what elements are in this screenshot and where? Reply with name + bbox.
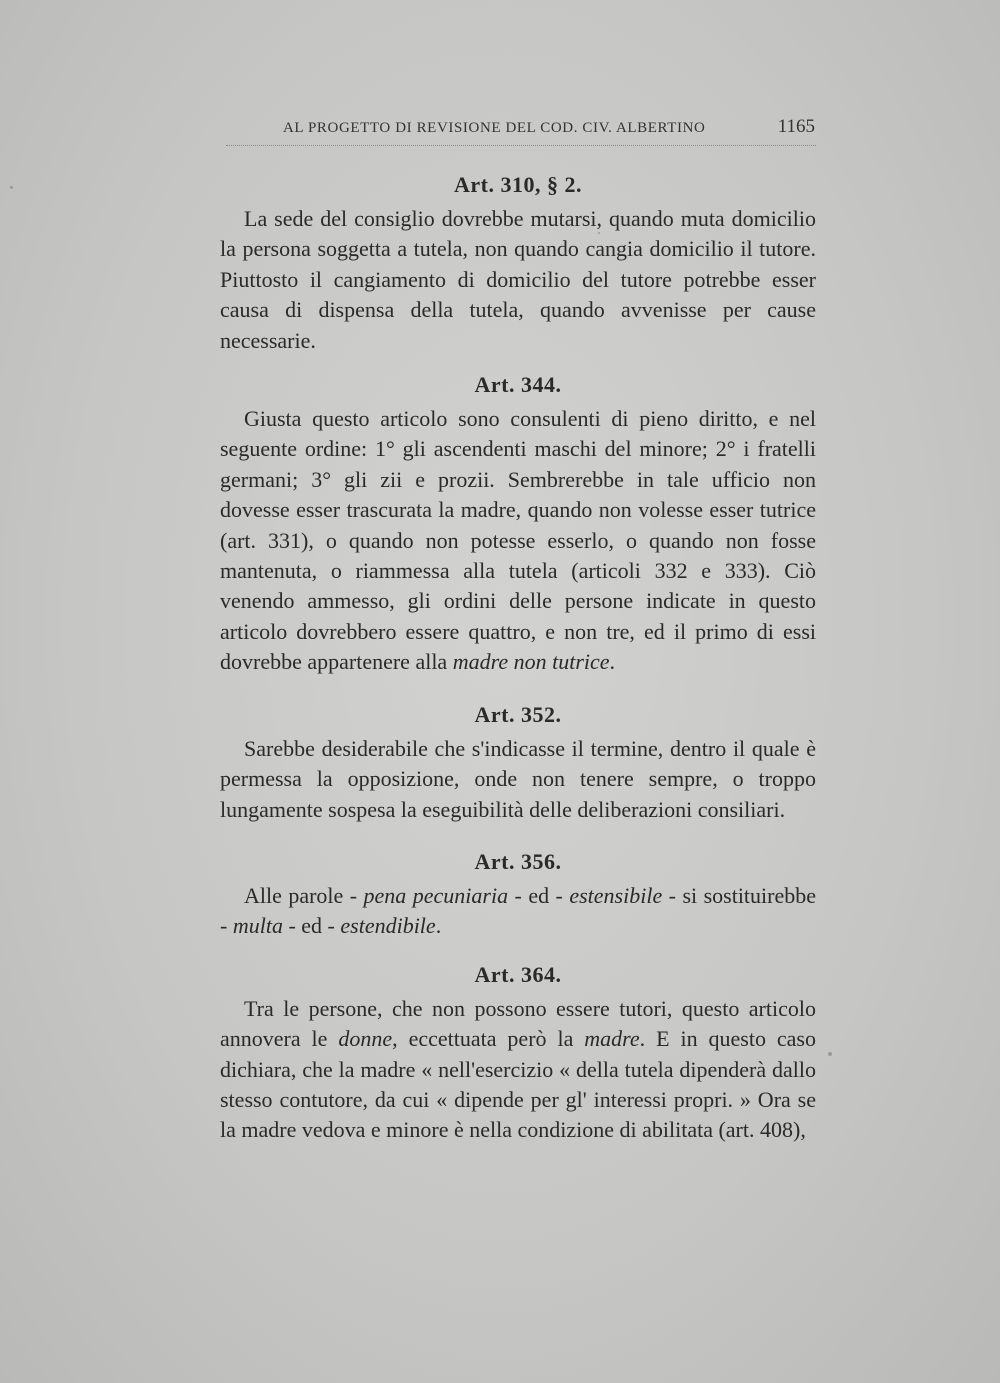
italic-term: madre non tutrice xyxy=(452,649,610,675)
section-art-364 xyxy=(220,960,816,1146)
running-header xyxy=(283,116,815,142)
section-art-352 xyxy=(220,700,816,825)
article-commentary xyxy=(220,170,816,1146)
paragraph-text: - ed - xyxy=(508,882,570,908)
italic-term: pena pecuniaria xyxy=(363,882,509,908)
italic-term: estendibile xyxy=(340,913,436,939)
paragraph-text: - ed - xyxy=(282,913,341,939)
paragraph-text: Alle parole - xyxy=(244,882,364,908)
paragraph-text: , eccettuata però la xyxy=(392,1026,585,1052)
page-number: 1165 xyxy=(777,116,815,137)
paragraph-text: - si sostituirebbe - xyxy=(220,882,817,939)
italic-term: estensibile xyxy=(569,882,663,908)
article-paragraph xyxy=(220,404,816,678)
paper-speck xyxy=(828,1052,832,1056)
italic-term: madre xyxy=(584,1026,640,1052)
section-art-344 xyxy=(220,370,816,678)
article-paragraph xyxy=(220,994,816,1146)
running-header-title: AL PROGETTO DI REVISIONE DEL COD. CIV. ALBERTINO xyxy=(283,120,706,136)
header-rule xyxy=(226,145,816,146)
paragraph-text: La sede del consiglio dovrebbe mutarsi, quando muta domicilio la persona soggetta a tutela, non quando cangia domicilio il tutore. Piuttosto il cangiamento di domicilio del tutore potrebbe esser causa di dispensa della tutela, quando avvenisse per cause necessarie. xyxy=(220,206,816,353)
article-heading: Art. 344. xyxy=(474,372,562,398)
article-heading: Art. 356. xyxy=(474,848,562,874)
italic-term: multa xyxy=(232,913,283,939)
italic-term: donne xyxy=(338,1026,393,1052)
section-art-356 xyxy=(220,847,816,942)
article-heading: Art. 364. xyxy=(474,961,562,987)
paragraph-text: . xyxy=(609,649,616,675)
article-paragraph xyxy=(220,734,816,825)
paragraph-text: Tra le persone, che non possono essere tutori, questo articolo annovera le xyxy=(220,995,816,1052)
article-heading: Art. 310, § 2. xyxy=(454,172,582,197)
paragraph-text: . E in questo caso dichiara, che la madre « nell'esercizio « della tutela dipenderà dallo stesso contutore, da cui « dipende per gl' interessi propri. » Ora se la madre vedova e minore è nella condizione di abilitata (art. 408), xyxy=(220,1026,816,1143)
paragraph-text: Sarebbe desiderabile che s'indicasse il termine, dentro il quale è permessa la opposizione, onde non tenere sempre, o troppo lungamente sospesa la eseguibilità delle deliberazioni consiliari. xyxy=(220,735,816,822)
paragraph-text: Giusta questo articolo sono consulenti di pieno diritto, e nel seguente ordine: 1° gli ascendenti maschi del minore; 2° i fratelli germani; 3° gli zii e prozii. Sembrerebbe in tale ufficio non dovesse esser trascurata la madre, quando non volesse esser tutrice (art. 331), o quando non potesse esserlo, o quando non fosse mantenuta, o riammessa alla tutela (articoli 332 e 333). Ciò venendo ammesso, gli ordini delle persone indicate in questo articolo dovrebbero essere quattro, e non tre, ed il primo di essi dovrebbe appartenere alla xyxy=(220,406,816,675)
paragraph-text: . xyxy=(435,913,442,939)
paper-speck xyxy=(10,186,13,189)
article-paragraph xyxy=(220,204,816,356)
article-heading: Art. 352. xyxy=(474,701,562,727)
article-paragraph xyxy=(220,881,816,942)
section-art-310 xyxy=(220,170,816,356)
